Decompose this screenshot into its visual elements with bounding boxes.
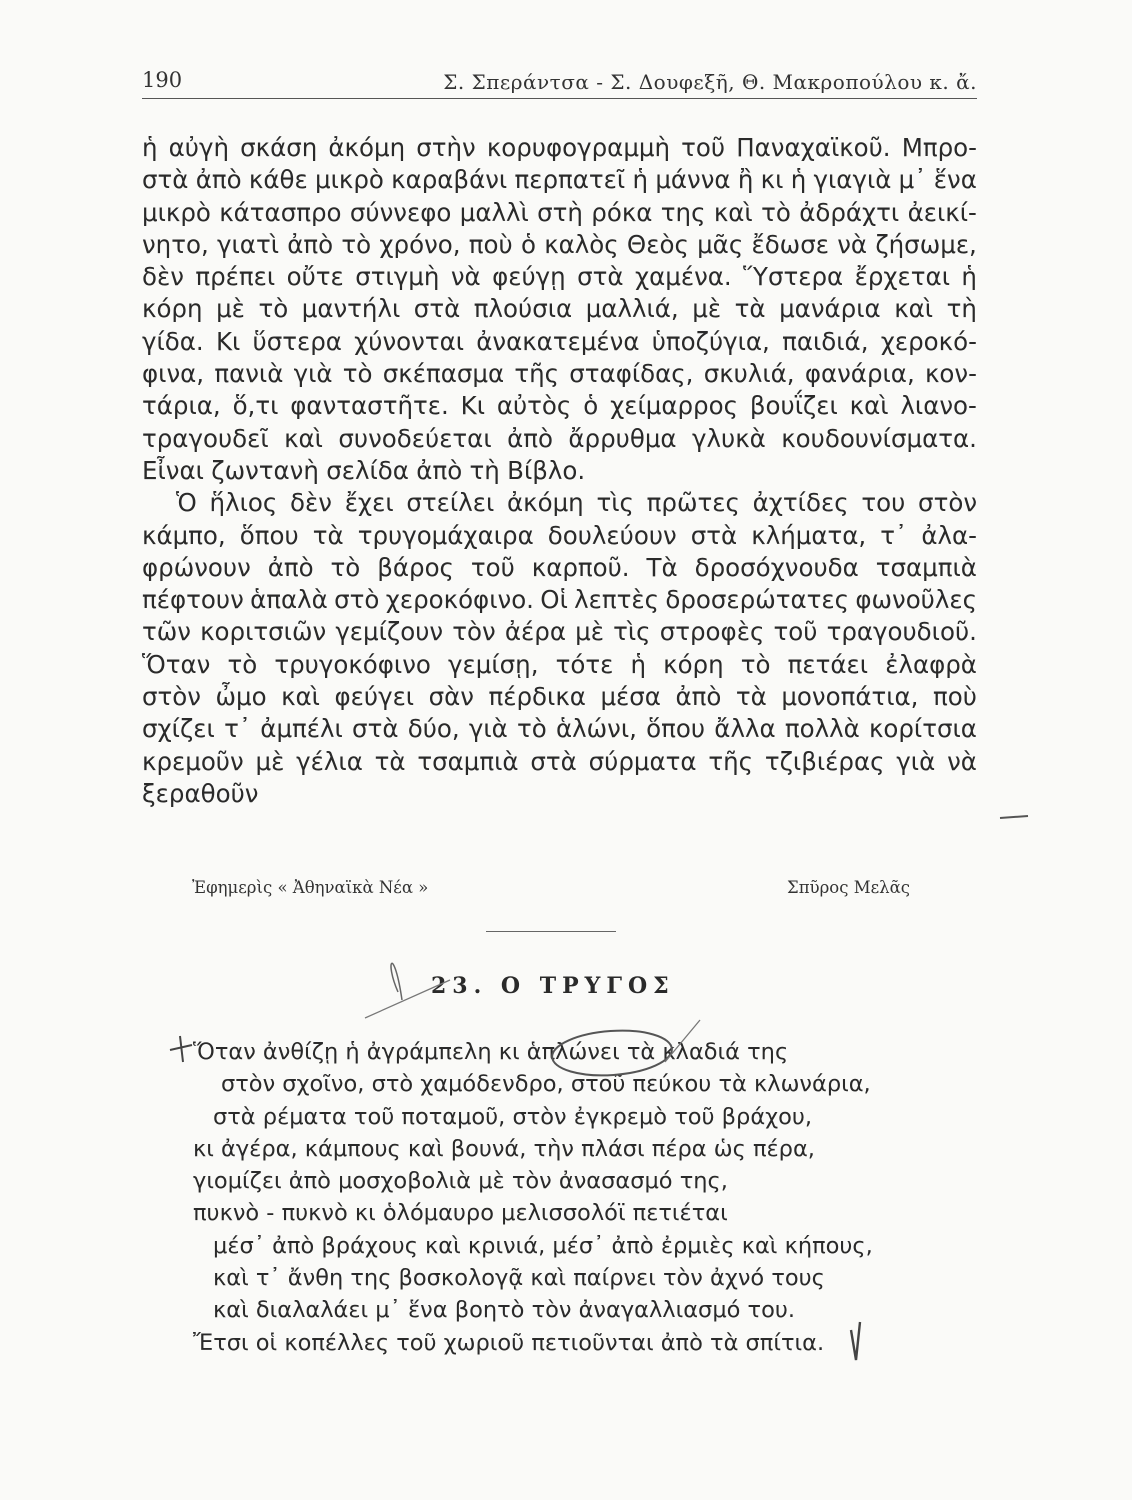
prose-line: ξεραθοῦν [142, 778, 259, 808]
prose-line: Ὅταν τὸ τρυγοκόφινο γεμίσῃ, τότε ἡ κόρη τὸ πετάει ἐλαφρὰ [142, 649, 977, 679]
prose-line: στὸν ὦμο καὶ φεύγει σὰν πέρδικα μέσα ἀπὸ τὰ μονοπάτια, ποὺ [142, 682, 977, 712]
prose-line: σχίζει τ᾽ ἀμπέλι στὰ δύο, γιὰ τὸ ἁλώνι, ὅπου ἄλλα πολλὰ κορίτσια [142, 714, 977, 744]
pen-curve-mark [391, 963, 402, 1000]
prose-line: τῶν κοριτσιῶν γεμίζουν τὸν ἀέρα μὲ τὶς στροφὲς τοῦ τραγουδιοῦ. [142, 617, 977, 647]
prose-line: νητο, γιατὶ ἀπὸ τὸ χρόνο, ποὺ ὁ καλὸς Θεὸς μᾶς ἔδωσε νὰ ζήσωμε, [142, 229, 977, 259]
poem-verse: Ὅταν ἀνθίζῃ ἡ ἀγράμπελη κι ἁπλώνει τὰ κλαδιά της [193, 1039, 789, 1065]
prose-line: κόρη μὲ τὸ μαντήλι στὰ πλούσια μαλλιά, μὲ τὰ μανάρια καὶ τὴ [142, 294, 977, 324]
section-divider [486, 931, 616, 932]
section-title: 23. Ο ΤΡΥΓΟΣ [431, 973, 675, 999]
poem-verse: κι ἀγέρα, κάμπους καὶ βουνά, τὴν πλάσι πέρα ὡς πέρα, [193, 1135, 815, 1162]
source-attribution [192, 878, 910, 897]
poem-verse: καὶ τ᾽ ἄνθη της βοσκολογᾷ καὶ παίρνει τὸν ἀχνό τους [213, 1265, 825, 1292]
prose-line: Ὁ ἥλιος δὲν ἔχει στείλει ἀκόμη τὶς πρῶτες ἀχτίδες του στὸν [176, 488, 977, 518]
prose-line: στὰ ἀπὸ κάθε μικρὸ καραβάνι περπατεῖ ἡ μάννα ἢ κι ἡ γιαγιὰ μ᾽ ἕνα [142, 165, 977, 195]
prose-line: φρώνουν ἀπὸ τὸ βάρος τοῦ καρποῦ. Τὰ δροσόχνουδα τσαμπιὰ [142, 552, 977, 582]
poem-verse: πυκνὸ - πυκνὸ κι ὁλόμαυρο μελισσολόϊ πετιέται [193, 1200, 728, 1227]
prose-line: τραγουδεῖ καὶ συνοδεύεται ἀπὸ ἄρρυθμα γλυκὰ κουδουνίσματα. [142, 423, 977, 453]
prose-line: ἡ αὐγὴ σκάση ἀκόμη στὴν κορυφογραμμὴ τοῦ Παναχαϊκοῦ. Μπρο- [142, 133, 977, 162]
poem-verse: γιομίζει ἀπὸ μοσχοβολιὰ μὲ τὸν ἀνασασμό της, [193, 1168, 728, 1195]
pen-dash-mark [1000, 816, 1028, 818]
poem-verse: Ἔτσι οἱ κοπέλλες τοῦ χωριοῦ πετιοῦνται ἀπὸ τὰ σπίτια. [193, 1329, 825, 1356]
page-number: 190 [142, 68, 183, 92]
prose-line: τάρια, ὅ,τι φανταστῆτε. Κι αὐτὸς ὁ χείμαρρος βουΐζει καὶ λιανο- [142, 391, 977, 421]
poem-verse: μέσ᾽ ἀπὸ βράχους καὶ κρινιά, μέσ᾽ ἀπὸ ἐρμιὲς καὶ κήπους, [213, 1232, 873, 1259]
prose-line: πέφτουν ἁπαλὰ στὸ χεροκόφινο. Οἱ λεπτὲς δροσερώτατες φωνοῦλες [142, 585, 977, 615]
poem-verse: στὸν σχοῖνο, στὸ χαμόδενδρο, στοῦ πεύκου τὰ κλωνάρια, [221, 1071, 871, 1098]
running-title: Σ. Σπεράντσα - Σ. Δουφεξῆ, Θ. Μακροπούλου κ. ἄ. [443, 70, 977, 94]
prose-line: φινα, πανιὰ γιὰ τὸ σκέπασμα τῆς σταφίδας, σκυλιά, φανάρια, κον- [142, 359, 977, 389]
prose-line: γίδα. Κι ὕστερα χύνονται ἀνακατεμένα ὑποζύγια, παιδιά, χεροκό- [142, 326, 977, 356]
source-newspaper: Ἐφημερὶς « Ἀθηναϊκὰ Νέα » [192, 878, 429, 897]
source-author: Σπῦρος Μελᾶς [787, 878, 910, 897]
prose-line: Εἶναι ζωντανὴ σελίδα ἀπὸ τὴ Βίβλο. [142, 455, 586, 485]
prose-line: δὲν πρέπει οὔτε στιγμὴ νὰ φεύγῃ στὰ χαμένα. Ὕστερα ἔρχεται ἡ [142, 262, 977, 292]
prose-body [142, 132, 977, 810]
prose-line: κρεμοῦν μὲ γέλια τὰ τσαμπιὰ στὰ σύρματα τῆς τζιβιέρας γιὰ νὰ [142, 746, 977, 776]
poem-body [193, 1036, 993, 1359]
poem-verse: στὰ ρέματα τοῦ ποταμοῦ, στὸν ἐγκρεμὸ τοῦ βράχου, [213, 1103, 813, 1130]
page-header [142, 68, 977, 99]
poem-verse: καὶ διαλαλάει μ᾽ ἕνα βοητὸ τὸν ἀναγαλλιασμό του. [213, 1297, 796, 1324]
prose-line: κάμπο, ὅπου τὰ τρυγομάχαιρα δουλεύουν στὰ κλήματα, τ᾽ ἀλα- [142, 520, 977, 550]
prose-line: μικρὸ κάτασπρο σύννεφο μαλλὶ στὴ ρόκα της καὶ τὸ ἀδράχτι ἀεικί- [142, 197, 977, 227]
pen-cross-mark [170, 1036, 192, 1062]
